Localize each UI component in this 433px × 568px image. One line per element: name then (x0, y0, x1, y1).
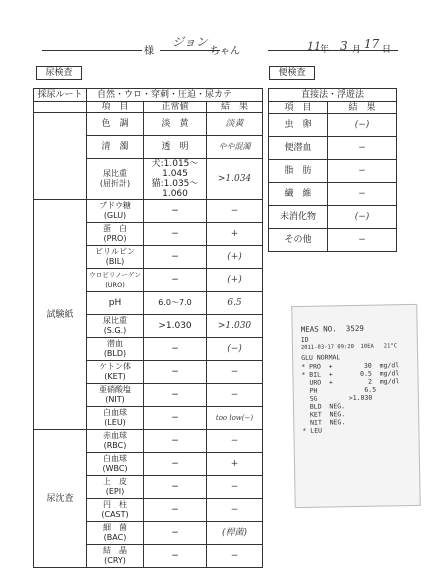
patient-name: ジョン (172, 35, 208, 49)
printout-line: * PRO + 30 mg/dl (301, 361, 400, 371)
stool-row-item: 未消化物 (269, 206, 328, 229)
row-result: >1.030 (207, 315, 263, 338)
row-normal: − (144, 246, 207, 269)
row-result: + (207, 453, 263, 476)
col-normal: 正常値 (144, 102, 207, 113)
row-result: やや混濁 (207, 136, 263, 159)
col-item: 項 目 (87, 102, 144, 113)
stool-row-result: − (328, 183, 397, 206)
row-normal: − (144, 476, 207, 499)
row-normal: 透 明 (144, 136, 207, 159)
row-item: 亜硝酸塩 (NIT) (87, 384, 144, 407)
printout-line: PH 6.5 (301, 385, 377, 395)
stool-row-item: その他 (269, 229, 328, 252)
row-result: − (207, 200, 263, 223)
row-result: >1.034 (207, 159, 263, 200)
row-result: + (207, 223, 263, 246)
group-test-strip: 試験紙 (34, 200, 87, 430)
row-item: ウロビリノーゲン (URO) (87, 269, 144, 292)
row-normal: − (144, 430, 207, 453)
row-result: 6.5 (207, 292, 263, 315)
stool-method: 直接法・浮遊法 (269, 89, 397, 102)
row-item: ケトン体 (KET) (87, 361, 144, 384)
stool-section-label: 便検査 (269, 66, 315, 80)
stool-table (268, 88, 397, 252)
year-value: 11 (307, 40, 321, 53)
route-value: 自然・ウロ・穿刺・圧迫・尿カテ (87, 89, 263, 102)
row-result: (+) (207, 269, 263, 292)
stool-row-result: − (328, 137, 397, 160)
row-normal: 犬:1.015〜1.045 猫:1.035〜1.060 (144, 159, 207, 200)
row-normal: − (144, 361, 207, 384)
row-result: (+) (207, 246, 263, 269)
row-normal: − (144, 223, 207, 246)
printout-line: ID (300, 335, 309, 344)
urine-analyzer-printout (291, 304, 421, 508)
row-item: pH (87, 292, 144, 315)
stool-row-result: − (328, 160, 397, 183)
stool-row-result: (−) (328, 114, 397, 137)
row-item: ビリルビン (BIL) (87, 246, 144, 269)
row-item: 上 皮 (EPI) (87, 476, 144, 499)
row-item: 細 菌 (BAC) (87, 522, 144, 545)
row-item: 清 濁 (87, 136, 144, 159)
row-result: (桿菌) (207, 522, 263, 545)
row-item: 尿比重 (屈折計) (87, 159, 144, 200)
group-sediment: 尿沈査 (34, 430, 87, 568)
year-label: 年 (320, 45, 330, 55)
row-result: − (207, 430, 263, 453)
row-item: 結 晶 (CRY) (87, 545, 144, 568)
printout-line: * BIL + 0.5 mg/dl (301, 369, 400, 379)
name-underline (42, 50, 142, 51)
month-label: 月 (352, 45, 362, 55)
row-normal: − (144, 453, 207, 476)
row-result: too low(−) (207, 407, 263, 430)
row-normal: − (144, 200, 207, 223)
sama-label: 様 (144, 46, 154, 57)
row-result: − (207, 361, 263, 384)
printout-line: URO + 2 mg/dl (301, 377, 400, 387)
row-result: − (207, 545, 263, 568)
row-normal: − (144, 522, 207, 545)
row-normal: − (144, 384, 207, 407)
route-label: 採尿ルート (34, 89, 87, 102)
row-item: 白血球 (LEU) (87, 407, 144, 430)
printout-line: MEAS NO. 3529 (300, 323, 364, 334)
row-normal: − (144, 338, 207, 361)
chan-label: ちゃん (210, 46, 240, 57)
row-normal: >1.030 (144, 315, 207, 338)
row-normal: 6.0〜7.0 (144, 292, 207, 315)
row-item: 潜血 (BLD) (87, 338, 144, 361)
stool-row-result: − (328, 229, 397, 252)
stool-row-item: 繊 維 (269, 183, 328, 206)
stool-row-item: 便潜血 (269, 137, 328, 160)
printout-line: BLD NEG. (301, 402, 346, 411)
row-result: (−) (207, 338, 263, 361)
stool-row-result: (−) (328, 206, 397, 229)
row-item: 赤血球 (RBC) (87, 430, 144, 453)
row-result: − (207, 384, 263, 407)
printout-line: GLU NORMAL (301, 353, 341, 362)
row-item: 白血球 (WBC) (87, 453, 144, 476)
stool-row-item: 脂 肪 (269, 160, 328, 183)
stool-row-item: 虫 卵 (269, 114, 328, 137)
row-item: ブドウ糖 (GLU) (87, 200, 144, 223)
row-normal: − (144, 545, 207, 568)
row-item: 色 調 (87, 113, 144, 136)
day-value: 17 (364, 37, 380, 51)
row-item: 蛋 白 (PRO) (87, 223, 144, 246)
row-result: − (207, 499, 263, 522)
urine-section-label: 尿検査 (36, 66, 82, 80)
printout-line: 2011-03-17 09:20 10EA 21°C (300, 343, 398, 351)
month-value: 3 (340, 39, 348, 53)
urine-table (33, 88, 263, 568)
printout-line: NIT NEG. (302, 418, 346, 427)
printout-line: SG >1.030 (301, 393, 373, 403)
row-item: 円 柱 (CAST) (87, 499, 144, 522)
row-result: − (207, 476, 263, 499)
day-label: 日 (382, 45, 392, 55)
row-normal: − (144, 499, 207, 522)
printout-line: KET NEG. (302, 410, 346, 419)
row-normal: 淡 黄 (144, 113, 207, 136)
col-result: 結 果 (207, 102, 263, 113)
stool-col-item: 項 目 (269, 102, 328, 114)
row-normal: − (144, 407, 207, 430)
row-normal: − (144, 269, 207, 292)
row-item: 尿比重 (S.G.) (87, 315, 144, 338)
stool-col-result: 結 果 (328, 102, 397, 114)
row-result: 淡黄 (207, 113, 263, 136)
printout-line: * LEU (302, 426, 323, 435)
